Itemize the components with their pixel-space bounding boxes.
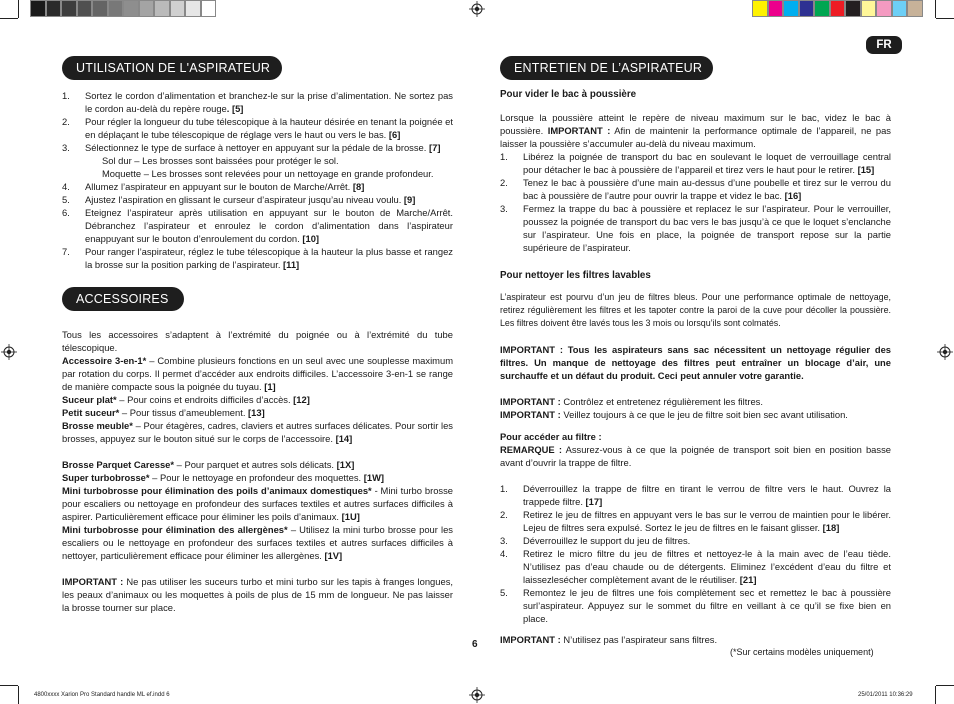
accessory-item xyxy=(62,354,453,393)
filter-steps-list xyxy=(500,482,891,625)
calibration-swatch xyxy=(861,0,877,17)
figure-reference: [16] xyxy=(782,190,802,201)
figure-reference: . [5] xyxy=(226,103,244,114)
accessory-item xyxy=(62,458,453,471)
figure-reference: [11] xyxy=(280,259,300,270)
list-item xyxy=(500,586,891,625)
list-item-text: Pour régler la longueur du tube télescopique à la hauteur désirée en tenant la poignée et en déplaçant le tube télescopique de réglage vers le haut ou vers le bas. xyxy=(85,116,453,140)
crop-mark xyxy=(18,686,19,704)
accessory-name: Mini turbobrosse pour élimination des allergènes* xyxy=(62,524,288,535)
registration-mark-icon xyxy=(937,344,953,360)
list-item xyxy=(62,115,453,141)
list-item-text: Pour ranger l’aspirateur, réglez le tube télescopique à la hauteur la plus basse et rangez la brosse sur la position parking de l’aspirateur. xyxy=(85,246,453,270)
accessory-item xyxy=(62,419,453,445)
section-header-accessoires: ACCESSOIRES xyxy=(62,287,184,311)
calibration-swatch xyxy=(752,0,768,17)
figure-reference: [9] xyxy=(401,194,416,205)
list-item-number: 3. xyxy=(62,142,70,153)
list-item-number: 4. xyxy=(500,548,508,559)
accessory-description: – Pour parquet et autres sols délicats. xyxy=(174,459,335,470)
calibration-swatch xyxy=(61,0,77,17)
filters-warning: IMPORTANT : Tous les aspirateurs sans sac nécessitent un nettoyage régulier des filtres. Un manque de nettoyage des filtres peut entraîner un blocage d’air, une surchauffe et un défaut du produit. Ceci peut annuler votre garantie. xyxy=(500,344,891,381)
accessory-item xyxy=(62,471,453,484)
list-item-text: Allumez l’aspirateur en appuyant sur le bouton de Marche/Arrêt. xyxy=(85,181,351,192)
list-item-text: Libérez la poignée de transport du bac en soulevant le loquet de verrouillage central pour détacher le bac à poussière de l’appareil et tirez vers le haut pour le retirer. xyxy=(523,151,891,175)
calibration-swatch xyxy=(814,0,830,17)
list-item-number: 2. xyxy=(500,509,508,520)
crop-mark xyxy=(935,0,936,18)
list-item-number: 3. xyxy=(500,203,508,214)
list-item xyxy=(62,89,453,115)
accessory-description: – Combine plusieurs fonctions en un seul avec une souplesse maximum par rotation du corps. Il permet d’accéder aux endroits difficiles. L’accessoire 3-en-1 se range de manière compacte sous la poignée du tuyau. xyxy=(62,355,453,392)
figure-reference: [15] xyxy=(854,164,875,175)
calibration-swatch xyxy=(876,0,892,17)
calibration-swatch xyxy=(139,0,155,17)
list-item-text: Sortez le cordon d’alimentation et branchez-le sur la prise d’alimentation. Ne sortez pas le cordon au-delà du repère rouge xyxy=(85,90,453,114)
list-item xyxy=(62,206,453,245)
list-item-text: Tenez le bac à poussière d’une main au-dessus d’une poubelle et tirez sur le verrou du bac à poussière de l’autre pour ouvrir la trappe et videz le bac. xyxy=(523,177,891,201)
list-item-number: 1. xyxy=(62,90,70,101)
list-item xyxy=(62,141,453,154)
accessory-description: – Pour coins et endroits difficiles d’accès. xyxy=(116,394,291,405)
usage-steps-list xyxy=(62,89,453,271)
list-item-text: Moquette – Les brosses sont relevées pour un nettoyage en grande profondeur. xyxy=(102,168,434,179)
calibration-swatch xyxy=(907,0,923,17)
list-item xyxy=(500,534,891,547)
list-item-number: 5. xyxy=(500,587,508,598)
list-item xyxy=(500,547,891,586)
figure-reference: [1W] xyxy=(361,472,385,483)
crop-mark xyxy=(935,686,936,704)
list-item xyxy=(500,150,891,176)
page-number: 6 xyxy=(472,639,478,650)
list-item xyxy=(62,180,453,193)
accessory-item xyxy=(62,406,453,419)
footer-timestamp: 25/01/2011 10:36:29 xyxy=(858,692,913,698)
list-item-text: Sol dur – Les brosses sont baissées pour protéger le sol. xyxy=(102,155,339,166)
accessory-description: – Pour tissus d’ameublement. xyxy=(119,407,246,418)
calibration-swatch xyxy=(108,0,124,17)
language-badge: FR xyxy=(866,36,902,54)
figure-reference: [7] xyxy=(426,142,441,153)
calibration-swatch xyxy=(46,0,62,17)
calibration-swatch xyxy=(185,0,201,17)
accessories-block xyxy=(62,328,453,614)
list-item-text: Remontez le jeu de filtres une fois complètement sec et remettez le bac à poussière surl’aspirateur. Appuyez sur le sommet du filtre en veillant à ce qu’il se fixe bien en place. xyxy=(523,587,891,624)
registration-mark-icon xyxy=(1,344,17,360)
accessory-name: Brosse meuble* xyxy=(62,420,133,431)
heading-empty-bin: Pour vider le bac à poussière xyxy=(500,89,637,100)
accessories-list-turbo xyxy=(62,458,453,562)
accessory-description: - Mini turbo brosse pour escaliers ou nettoyage en profondeur des surfaces textiles et autres surfaces difficiles à aspirer. Particulièrement efficace pour éliminer les poils d’animaux. xyxy=(62,485,453,522)
list-item-number: 4. xyxy=(62,181,70,192)
color-calibration-bar xyxy=(752,0,923,18)
list-item-text: Fermez la trappe du bac à poussière et replacez le sur l’aspirateur. Pour le verrouiller, poussez la poignée de transport du bac vers le bas jusqu’à ce que le loquet s’enclanche sur l’aspirateur. Une fois en place, la poignée de transport repose sur la partie supérieure de l’aspirateur. xyxy=(523,203,891,253)
list-item-number: 2. xyxy=(62,116,70,127)
accessory-name: Suceur plat* xyxy=(62,394,117,405)
list-item-number: 1. xyxy=(500,151,508,162)
list-item-number: 2. xyxy=(500,177,508,188)
figure-reference: [12] xyxy=(290,394,310,405)
crop-mark xyxy=(0,685,18,686)
crop-mark xyxy=(936,18,954,19)
section-header-entretien: ENTRETIEN DE L’ASPIRATEUR xyxy=(500,56,713,80)
figure-reference: [10] xyxy=(299,233,320,244)
accessory-description: – Pour le nettoyage en profondeur des moquettes. xyxy=(149,472,362,483)
figure-reference: [18] xyxy=(820,522,840,533)
figure-reference: [13] xyxy=(245,407,265,418)
calibration-swatch xyxy=(77,0,93,17)
calibration-swatch xyxy=(830,0,846,17)
heading-clean-filters: Pour nettoyer les filtres lavables xyxy=(500,270,651,281)
list-item-number: 5. xyxy=(62,194,70,205)
calibration-swatch xyxy=(30,0,46,17)
important-note-2: IMPORTANT : Veillez toujours à ce que le jeu de filtre soit bien sec avant utilisation. xyxy=(500,409,848,420)
figure-reference: [6] xyxy=(386,129,401,140)
calibration-swatch xyxy=(768,0,784,17)
calibration-swatch xyxy=(799,0,815,17)
calibration-swatch xyxy=(845,0,861,17)
figure-reference: [14] xyxy=(332,433,353,444)
bin-steps-list xyxy=(500,150,891,254)
list-item xyxy=(500,508,891,534)
list-item-text: Sélectionnez le type de surface à nettoyer en appuyant sur la pédale de la brosse. xyxy=(85,142,427,153)
list-item xyxy=(500,176,891,202)
bin-intro: Lorsque la poussière atteint le repère de niveau maximum sur le bac, videz le bac à poussière. IMPORTANT : Afin de maintenir la performance optimale de l’appareil, ne pas laisser la poussière s’accumuler au-delà du niveau maximum. xyxy=(500,112,891,149)
accessory-name: Accessoire 3-en-1* xyxy=(62,355,147,366)
accessory-item xyxy=(62,484,453,523)
list-item-text: Retirez le micro filtre du jeu de filtres et nettoyez-le à la main avec de l’eau tiède. N’utilisez pas d’eau chaude ou de détergents. Eliminez l’excédent d’eau du filtre et laissezlesécher complètement avant de le réutiliser. xyxy=(523,548,891,585)
section-header-utilisation: UTILISATION DE L'ASPIRATEUR xyxy=(62,56,282,80)
calibration-swatch xyxy=(783,0,799,17)
list-item xyxy=(62,245,453,271)
figure-reference: [1] xyxy=(261,381,276,392)
list-item-text: Déverrouillez le support du jeu de filtres. xyxy=(523,535,691,546)
accessory-name: Brosse Parquet Caresse* xyxy=(62,459,175,470)
list-item-number: 7. xyxy=(62,246,70,257)
list-item-text: Retirez le jeu de filtres en appuyant vers le bas sur le verrou de maintien pour le libérer. Lejeu de filtres sera expulsé. Sortez le jeu de filtres en le faisant glisser. xyxy=(523,509,891,533)
figure-reference: [17] xyxy=(582,496,603,507)
accessory-item xyxy=(62,523,453,562)
accessories-important-note: IMPORTANT : Ne pas utiliser les suceurs turbo et mini turbo sur les tapis à franges longues, les peaux d’animaux ou les moquettes à poils de plus de 15 mm de longueur. Ne pas laisser la brosse tourner sur place. xyxy=(62,576,453,613)
calibration-swatch xyxy=(201,0,217,17)
figure-reference: [1X] xyxy=(334,459,355,470)
accessory-name: Mini turbobrosse pour élimination des poils d’animaux domestiques* xyxy=(62,485,372,496)
figure-reference: [8] xyxy=(350,181,365,192)
accessories-list-primary xyxy=(62,354,453,445)
list-item-text: Eteignez l’aspirateur après utilisation en appuyant sur le bouton de Marche/Arrêt. Débranchez l’aspirateur et enroulez le cordon d’alimentation dans l’aspirateur enappuyant sur le bouton d’enroulement du cordon. xyxy=(85,207,453,244)
footer-file-info: 4800xxxx Xarion Pro Standard handle ML ef.indd 6 xyxy=(34,692,170,698)
list-item xyxy=(62,167,453,180)
calibration-swatch xyxy=(123,0,139,17)
list-item-text: Déverrouillez la trappe de filtre en tirant le verrou de filtre vers le haut. Ouvrez la trappede filtre. xyxy=(523,483,891,507)
registration-mark-icon xyxy=(469,687,485,703)
list-item xyxy=(500,202,891,254)
list-item-number: 3. xyxy=(500,535,508,546)
accessory-description: – Pour étagères, cadres, claviers et autres surfaces délicates. Pour sortir les brosses, appuyez sur le bouton situé sur le corps de l’accessoire. xyxy=(62,420,453,444)
list-item xyxy=(62,154,453,167)
filters-intro: L’aspirateur est pourvu d’un jeu de filtres bleus. Pour une performance optimale de nettoyage, retirez régulièrement les filtres et les tapoter contre la paroi de la cuve pour décoller la poussière. Les filtres doivent être lavés tous les 3 mois ou lorsqu’ils sont colmatés. xyxy=(500,292,891,328)
figure-reference: [1U] xyxy=(339,511,360,522)
accessories-intro: Tous les accessoires s’adaptent à l’extrémité du poignée ou à l’extrémité du tube télescopique. xyxy=(62,329,453,353)
maintenance-block xyxy=(500,88,891,646)
list-item-number: 1. xyxy=(500,483,508,494)
accessory-item xyxy=(62,393,453,406)
figure-reference: [21] xyxy=(737,574,757,585)
accessory-description: – Utilisez la mini turbo brosse pour les escaliers ou le nettoyage en profondeur des surfaces textiles et autres surfaces difficiles à nettoyer, particulièrement efficace pour éliminer les allergènes. xyxy=(62,524,453,561)
calibration-swatch xyxy=(92,0,108,17)
list-item xyxy=(62,193,453,206)
calibration-swatch xyxy=(170,0,186,17)
calibration-swatch xyxy=(154,0,170,17)
grey-calibration-bar xyxy=(30,0,216,18)
list-item xyxy=(500,482,891,508)
list-item-number: 6. xyxy=(62,207,70,218)
registration-mark-icon xyxy=(469,1,485,17)
accessory-name: Super turbobrosse* xyxy=(62,472,150,483)
figure-reference: [1V] xyxy=(321,550,343,561)
crop-mark xyxy=(18,0,19,18)
models-note: (*Sur certains modèles uniquement) xyxy=(730,647,874,657)
important-note-1: IMPORTANT : Contrôlez et entretenez régulièrement les filtres. xyxy=(500,396,763,407)
calibration-swatch xyxy=(892,0,908,17)
crop-mark xyxy=(0,18,18,19)
accessory-name: Petit suceur* xyxy=(62,407,120,418)
crop-mark xyxy=(936,685,954,686)
important-note-3: IMPORTANT : N’utilisez pas l’aspirateur sans filtres. xyxy=(500,634,718,645)
heading-access-filter: Pour accéder au filtre : xyxy=(500,431,602,442)
remark-note: REMARQUE : Assurez-vous à ce que la poignée de transport soit bien en position basse avant d’ouvrir la trappe de filtre. xyxy=(500,444,891,468)
list-item-text: Ajustez l’aspiration en glissant le curseur d’aspirateur jusqu’au niveau voulu. xyxy=(85,194,402,205)
